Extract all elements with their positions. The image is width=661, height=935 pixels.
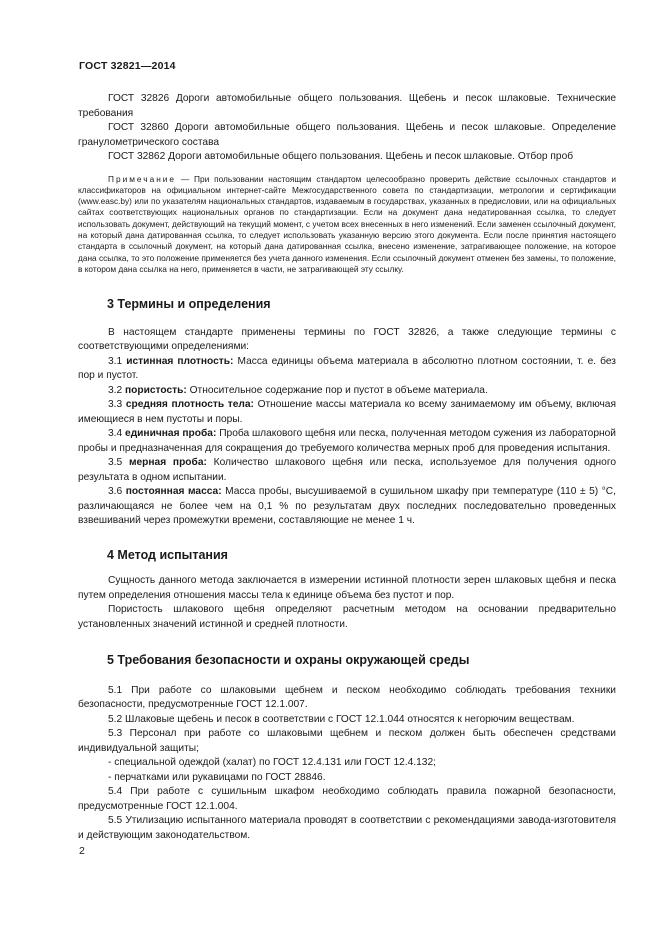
note-label: Примечание	[108, 173, 177, 184]
list-item: - перчатками или рукавицами по ГОСТ 28846.	[108, 771, 326, 783]
term-definition: 3.4 единичная проба: Проба шлакового щебня или песка, полученная методом сужения из лабораторной пробы и предназначенная для сокращения до требуемого количества мерных проб для проведения испытания.	[78, 428, 616, 454]
term-name: средняя плотность тела:	[125, 399, 254, 411]
term-name: пористость:	[125, 384, 187, 396]
term-name: единичная проба:	[125, 428, 217, 440]
term-definition: 3.5 мерная проба: Количество шлакового щебня или песка, используемое для получения одного результата в одном испытании.	[78, 457, 616, 483]
term-definition: 3.2 пористость: Относительное содержание пор и пустот в объеме материала.	[108, 384, 488, 396]
section-3-title: 3 Термины и определения	[107, 297, 271, 312]
term-definition: 3.3 средняя плотность тела: Отношение массы материала ко всему занимаемому им объему, включая имеющиеся в нем пустоты и поры.	[78, 399, 616, 425]
page-content	[78, 92, 616, 843]
page-number: 2	[79, 845, 85, 857]
section-5-title: 5 Требования безопасности и охраны окружающей среды	[107, 653, 470, 668]
normative-reference: ГОСТ 32826 Дороги автомобильные общего пользования. Щебень и песок шлаковые. Технические требования	[78, 93, 616, 119]
note-text: — При пользовании настоящим стандартом целесообразно проверить действие ссылочных стандартов и классификаторов на официальном интернет-сайте Межгосударственного совета по стандартизации, метрологии и сертификации (www.easc.by) или по указателям национальных стандартов, издаваемым в государствах, указанных в предисловии, или на официальных сайтах соответствующих национальных органов по стандартизации. Если на документ дана недатированная ссылка, то следует использовать документ, действующий на текущий момент, с учетом всех внесенных в него изменений. Если заменен ссылочный документ, на который дана датированная ссылка, то следует использовать указанную версию этого документа. Если после принятия настоящего стандарта в ссылочный документ, на который дана датированная ссылка, внесено изменение, затрагивающее положение, на которое дана ссылка, то это положение применяется без учета данного изменения. Если ссылочный документ отменен без замены, то положение, в котором дана ссылка на него, применяется в части, не затрагивающей эту ссылку.	[78, 173, 616, 274]
reference-note	[78, 174, 616, 276]
term-definition: 3.1 истинная плотность: Масса единицы объема материала в абсолютно плотном состоянии, т. е. без пор и пустот.	[78, 355, 616, 382]
normative-reference: ГОСТ 32860 Дороги автомобильные общего пользования. Щебень и песок шлаковые. Определение гранулометрического состава	[78, 122, 616, 148]
term-name: истинная плотность:	[126, 355, 234, 367]
section-5-paragraph: 5.4 При работе с сушильным шкафом необходимо соблюдать правила пожарной безопасности, предусмотренные ГОСТ 12.1.004.	[78, 786, 616, 812]
document-header: ГОСТ 32821—2014	[79, 60, 176, 72]
section-5-paragraph: 5.3 Персонал при работе со шлаковыми щебнем и песком должен быть обеспечен средствами индивидуальной защиты;	[78, 728, 616, 754]
section-4-paragraph: Сущность данного метода заключается в измерении истинной плотности зерен шлаковых щебня и песка путем определения отношения массы тела к единице объема без пустот и пор.	[78, 575, 616, 601]
term-definition: 3.6 постоянная масса: Масса пробы, высушиваемой в сушильном шкафу при температуре (110 ± 5) °С, различающаяся не более чем на 0,1 % по результатам двух последних последовательно проведенных взвешиваний через промежутки времени, составляющие не менее 1 ч.	[78, 486, 616, 527]
section-4-paragraph: Пористость шлакового щебня определяют расчетным методом на основании предварительно установленных значений истинной и средней плотности.	[78, 604, 616, 630]
term-name: постоянная масса:	[125, 486, 222, 498]
section-5-paragraph: 5.1 При работе со шлаковыми щебнем и песком необходимо соблюдать требования техники безопасности, предусмотренные ГОСТ 12.1.007.	[78, 684, 616, 711]
term-name: мерная проба:	[128, 457, 207, 469]
normative-reference: ГОСТ 32862 Дороги автомобильные общего пользования. Щебень и песок шлаковые. Отбор проб	[108, 151, 574, 162]
section-4-title: 4 Метод испытания	[107, 547, 228, 562]
section-3-intro: В настоящем стандарте применены термины по ГОСТ 32826, а также следующие термины с соответствующими определениями:	[78, 326, 616, 353]
section-5-paragraph: 5.2 Шлаковые щебень и песок в соответствии с ГОСТ 12.1.044 относятся к негорючим веществам.	[108, 713, 575, 725]
list-item: - специальной одеждой (халат) по ГОСТ 12.4.131 или ГОСТ 12.4.132;	[108, 757, 436, 769]
section-5-paragraph: 5.5 Утилизацию испытанного материала проводят в соответствии с рекомендациями завода-изготовителя и действующим законодательством.	[78, 815, 616, 841]
